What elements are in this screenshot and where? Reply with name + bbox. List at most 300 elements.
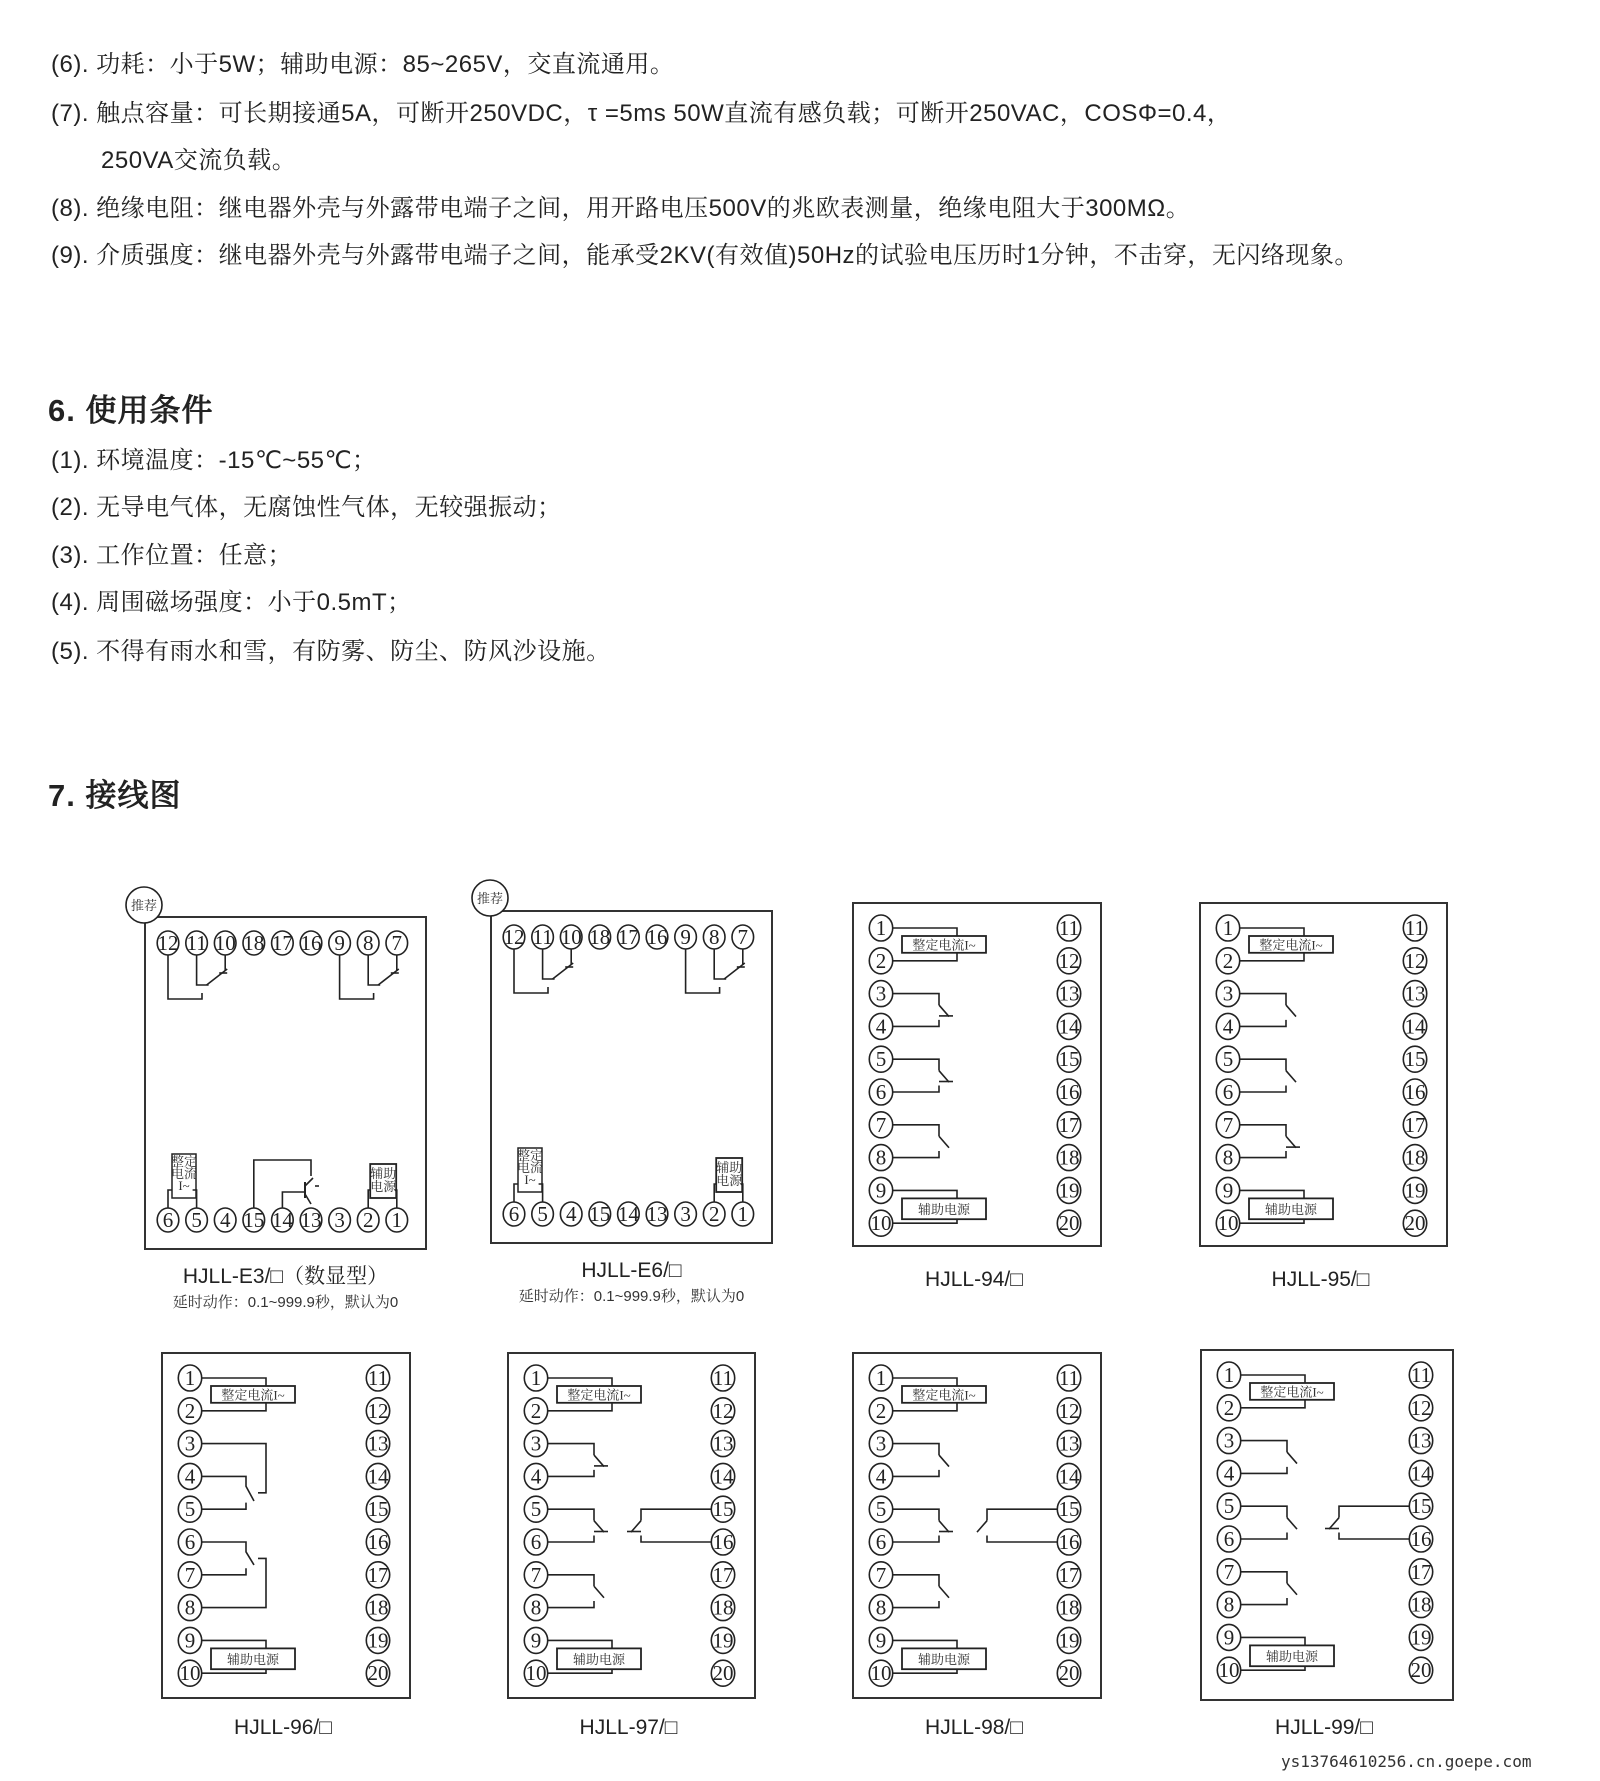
terminal-number: 3 [530, 1431, 542, 1456]
terminal [178, 1463, 201, 1489]
terminal-number: 6 [530, 1530, 542, 1554]
model-name: HJLL-98/□ [925, 1716, 1023, 1739]
terminal [1216, 1177, 1239, 1203]
terminal-number: 9 [184, 1628, 196, 1653]
terminal [1216, 948, 1239, 974]
terminal [869, 1431, 892, 1457]
terminal [329, 1208, 351, 1232]
terminal [1217, 1395, 1240, 1421]
terminal [1057, 948, 1080, 974]
terminal-number: 14 [617, 1202, 639, 1226]
terminal [1216, 1046, 1239, 1072]
terminal [178, 1627, 201, 1653]
label-box-text: 辅助电源 [917, 1651, 971, 1667]
terminal [366, 1463, 389, 1489]
terminal-number: 7 [391, 931, 403, 955]
terminal-number: 13 [1404, 981, 1426, 1006]
aux-power-text: 辅助 [716, 1160, 743, 1175]
terminal [524, 1627, 547, 1653]
terminal [1403, 1013, 1426, 1039]
aux-power-text: 辅助 [370, 1166, 397, 1181]
terminal-number: 16 [1410, 1527, 1432, 1551]
terminal [272, 931, 294, 955]
terminal-number: 18 [589, 925, 611, 949]
terminal-number: 10 [525, 1661, 547, 1686]
label-box-text: 整定电流I~ [912, 937, 976, 953]
terminal-number: 8 [1222, 1145, 1234, 1170]
terminal-number: 1 [184, 1366, 196, 1390]
terminal-number: 16 [300, 931, 322, 955]
terminal-number: 20 [1410, 1658, 1432, 1683]
section-6-title: 6. 使用条件 [48, 393, 214, 428]
terminal [243, 931, 265, 955]
terminal [366, 1431, 389, 1457]
spec-dielectric: (9). 介质强度：继电器外壳与外露带电端子之间，能承受2KV(有效值)50Hz的试验电压历时1分钟，不击穿，无闪络现象。 [51, 242, 1359, 269]
terminal [869, 1595, 892, 1621]
terminal-number: 8 [184, 1595, 196, 1620]
terminal-number: 6 [875, 1080, 887, 1104]
terminal [618, 925, 640, 949]
terminal-number: 1 [737, 1202, 749, 1226]
terminal [178, 1595, 201, 1621]
terminal [869, 1177, 892, 1203]
terminal-number: 5 [537, 1202, 548, 1226]
terminal [869, 1145, 892, 1171]
terminal-number: 6 [162, 1208, 174, 1232]
terminal [1216, 1112, 1239, 1138]
terminal-number: 12 [157, 931, 179, 955]
terminal-number: 19 [1058, 1628, 1080, 1653]
model-name: HJLL-E3/□（数显型） [182, 1265, 389, 1288]
terminal [711, 1365, 734, 1391]
terminal-number: 17 [1410, 1559, 1432, 1584]
terminal [186, 931, 208, 955]
terminal-number: 4 [219, 1208, 231, 1232]
terminal-number: 11 [1404, 916, 1426, 940]
terminal [732, 925, 754, 949]
terminal [869, 1013, 892, 1039]
terminal [186, 1208, 208, 1232]
terminal [524, 1463, 547, 1489]
terminal-number: 7 [184, 1562, 196, 1587]
terminal-number: 16 [367, 1530, 389, 1554]
terminal [386, 1208, 408, 1232]
terminal-number: 17 [712, 1562, 734, 1587]
terminal-number: 19 [1058, 1178, 1080, 1203]
terminal-number: 8 [875, 1145, 887, 1170]
terminal [711, 1660, 734, 1686]
terminal-number: 3 [680, 1202, 691, 1226]
terminal-number: 10 [870, 1661, 892, 1686]
terminal [1057, 1365, 1080, 1391]
terminal [703, 1202, 725, 1226]
terminal-number: 20 [712, 1661, 734, 1686]
terminal [1403, 1210, 1426, 1236]
terminal [1403, 948, 1426, 974]
terminal [560, 925, 582, 949]
terminal [1057, 1562, 1080, 1588]
terminal-number: 14 [367, 1464, 389, 1489]
terminal-number: 2 [875, 1398, 887, 1423]
terminal-number: 6 [1222, 1080, 1234, 1104]
terminal [357, 931, 379, 955]
terminal-number: 20 [367, 1661, 389, 1686]
diagram-frame [145, 917, 426, 1249]
terminal [711, 1398, 734, 1424]
terminal [524, 1431, 547, 1457]
terminal [869, 1398, 892, 1424]
setting-current-text: 电流 [516, 1160, 544, 1175]
terminal [1057, 1046, 1080, 1072]
label-box-text: 整定电流I~ [912, 1387, 976, 1403]
model-name: HJLL-99/□ [1275, 1716, 1373, 1739]
terminal-number: 14 [1410, 1461, 1432, 1486]
setting-current-text: 整定 [516, 1148, 544, 1163]
terminal [1403, 915, 1426, 941]
terminal [366, 1627, 389, 1653]
terminal [532, 925, 554, 949]
terminal-number: 14 [271, 1208, 293, 1232]
terminal [524, 1529, 547, 1555]
terminal-number: 15 [1404, 1047, 1426, 1072]
terminal-number: 4 [184, 1464, 196, 1489]
terminal-number: 16 [646, 925, 668, 949]
terminal-number: 16 [1058, 1080, 1080, 1104]
terminal-number: 13 [367, 1431, 389, 1456]
terminal [1403, 1145, 1426, 1171]
wiring-diagram-hjll-97 [508, 1353, 755, 1739]
model-name: HJLL-96/□ [234, 1716, 332, 1739]
terminal [675, 1202, 697, 1226]
terminal [178, 1496, 201, 1522]
terminal-number: 15 [712, 1497, 734, 1522]
terminal [214, 931, 236, 955]
terminal [1216, 1210, 1239, 1236]
terminal-number: 18 [367, 1595, 389, 1620]
terminal-number: 10 [870, 1211, 892, 1236]
terminal-number: 18 [243, 931, 265, 955]
terminal [272, 1208, 294, 1232]
terminal-number: 14 [1058, 1014, 1080, 1039]
terminal-number: 5 [530, 1497, 542, 1522]
terminal-number: 9 [1222, 1178, 1234, 1203]
terminal [1217, 1460, 1240, 1486]
wiring-diagram-hjll-98 [853, 1353, 1101, 1739]
terminal [869, 1046, 892, 1072]
terminal [1057, 1660, 1080, 1686]
terminal-number: 8 [708, 925, 720, 949]
terminal-number: 11 [367, 1366, 389, 1390]
label-box-text: 整定电流I~ [221, 1387, 285, 1403]
spec-insulation: (8). 绝缘电阻：继电器外壳与外露带电端子之间，用开路电压500V的兆欧表测量，绝缘电阻大于300MΩ。 [51, 195, 1191, 222]
label-box-text: 辅助电源 [1264, 1201, 1318, 1217]
terminal [1217, 1592, 1240, 1618]
terminal [1057, 1463, 1080, 1489]
terminal [1217, 1362, 1240, 1388]
terminal-number: 3 [875, 1431, 887, 1456]
terminal [869, 1365, 892, 1391]
wiring-diagram-hjll-96 [162, 1353, 410, 1739]
aux-power-text: 电源 [370, 1179, 397, 1194]
terminal [1217, 1428, 1240, 1454]
terminal [1409, 1493, 1432, 1519]
terminal [1216, 1079, 1239, 1105]
terminal-number: 11 [1058, 916, 1080, 940]
terminal-number: 9 [875, 1628, 887, 1653]
terminal-number: 5 [1223, 1494, 1235, 1519]
terminal-number: 12 [1058, 948, 1080, 973]
terminal-number: 2 [184, 1398, 196, 1423]
terminal-number: 8 [1223, 1592, 1235, 1617]
terminal [1217, 1657, 1240, 1683]
terminal [869, 1562, 892, 1588]
terminal [503, 1202, 525, 1226]
terminal [1216, 981, 1239, 1007]
terminal-number: 17 [1404, 1112, 1426, 1137]
terminal [1057, 1431, 1080, 1457]
model-note: 延时动作：0.1~999.9秒，默认为0 [172, 1294, 399, 1311]
diagram-frame [491, 911, 772, 1243]
terminal [1217, 1559, 1240, 1585]
wiring-diagram-compact-2 [472, 880, 772, 1305]
label-box-text: 辅助电源 [917, 1201, 971, 1217]
terminal-number: 4 [1223, 1461, 1235, 1486]
terminal [1403, 981, 1426, 1007]
terminal-number: 13 [1410, 1428, 1432, 1453]
terminal-number: 16 [712, 1530, 734, 1554]
terminal [178, 1660, 201, 1686]
spec-power: (6). 功耗：小于5W；辅助电源：85~265V，交直流通用。 [51, 51, 675, 78]
terminal [1057, 915, 1080, 941]
model-note: 延时动作：0.1~999.9秒，默认为0 [518, 1288, 745, 1305]
terminal [1057, 1595, 1080, 1621]
terminal [157, 1208, 179, 1232]
terminal-number: 10 [1218, 1658, 1240, 1683]
terminal-number: 14 [1404, 1014, 1426, 1039]
terminal [711, 1529, 734, 1555]
terminal-number: 5 [875, 1497, 887, 1522]
terminal [1403, 1079, 1426, 1105]
terminal-number: 9 [680, 925, 691, 949]
watermark: ys13764610256.cn.goepe.com [1281, 1752, 1532, 1771]
terminal-number: 13 [1058, 1431, 1080, 1456]
terminal-number: 10 [560, 925, 582, 949]
terminal [1409, 1395, 1432, 1421]
terminal [178, 1365, 201, 1391]
terminal-number: 19 [712, 1628, 734, 1653]
terminal [732, 1202, 754, 1226]
terminal [1409, 1460, 1432, 1486]
terminal [869, 1463, 892, 1489]
terminal-number: 8 [875, 1595, 887, 1620]
terminal-number: 1 [1222, 916, 1234, 940]
terminal-number: 4 [565, 1202, 577, 1226]
terminal-number: 18 [1058, 1595, 1080, 1620]
terminal [1217, 1493, 1240, 1519]
condition-item: (3). 工作位置：任意； [51, 542, 293, 569]
terminal-number: 3 [1223, 1428, 1235, 1453]
terminal-number: 17 [1058, 1112, 1080, 1137]
wiring-diagram-hjll-95 [1200, 903, 1447, 1291]
terminal [524, 1660, 547, 1686]
terminal-number: 12 [1410, 1395, 1432, 1420]
terminal-number: 2 [1222, 948, 1234, 973]
terminal-number: 11 [532, 925, 553, 949]
terminal-number: 1 [391, 1208, 403, 1232]
terminal [503, 925, 525, 949]
label-box-text: 辅助电源 [1265, 1648, 1319, 1664]
terminal [366, 1660, 389, 1686]
terminal [560, 1202, 582, 1226]
terminal [366, 1595, 389, 1621]
terminal [711, 1496, 734, 1522]
terminal-number: 15 [1410, 1494, 1432, 1519]
terminal-number: 7 [875, 1562, 887, 1587]
terminal [243, 1208, 265, 1232]
terminal [1057, 1177, 1080, 1203]
terminal-number: 3 [184, 1431, 196, 1456]
terminal-number: 15 [243, 1208, 265, 1232]
terminal-number: 8 [530, 1595, 542, 1620]
terminal-number: 11 [1058, 1366, 1080, 1390]
terminal-number: 15 [1058, 1497, 1080, 1522]
terminal [157, 931, 179, 955]
terminal-number: 7 [1222, 1112, 1234, 1137]
label-box-text: 整定电流I~ [1260, 1384, 1324, 1400]
terminal [703, 925, 725, 949]
terminal-number: 11 [712, 1366, 734, 1390]
terminal [178, 1562, 201, 1588]
terminal [869, 1079, 892, 1105]
terminal [524, 1365, 547, 1391]
terminal-number: 2 [708, 1202, 720, 1226]
recommend-badge [126, 887, 162, 923]
terminal [869, 915, 892, 941]
terminal-number: 18 [1410, 1592, 1432, 1617]
terminal-number: 1 [1223, 1363, 1235, 1387]
terminal [1409, 1362, 1432, 1388]
terminal-number: 3 [875, 981, 887, 1006]
terminal [178, 1398, 201, 1424]
terminal-number: 19 [1404, 1178, 1426, 1203]
terminal-number: 7 [737, 925, 749, 949]
terminal-number: 13 [646, 1202, 668, 1226]
setting-current-text: 整定 [170, 1154, 198, 1169]
condition-item: (2). 无导电气体，无腐蚀性气体，无较强振动； [51, 494, 562, 521]
terminal-number: 9 [875, 1178, 887, 1203]
badge-text: 推荐 [130, 898, 158, 913]
terminal-number: 5 [184, 1497, 196, 1522]
terminal-number: 17 [617, 925, 639, 949]
terminal-number: 9 [1223, 1625, 1235, 1650]
label-box-text: 整定电流I~ [1259, 937, 1323, 953]
terminal [1057, 1079, 1080, 1105]
terminal-number: 6 [508, 1202, 520, 1226]
terminal-number: 4 [1222, 1014, 1234, 1039]
label-box-text: 辅助电源 [572, 1651, 626, 1667]
terminal-number: 10 [1217, 1211, 1239, 1236]
terminal-number: 2 [1223, 1395, 1235, 1420]
model-name: HJLL-97/□ [579, 1716, 678, 1739]
terminal-number: 5 [191, 1208, 202, 1232]
terminal [869, 1210, 892, 1236]
terminal-number: 7 [530, 1562, 542, 1587]
terminal-number: 4 [875, 1464, 887, 1489]
terminal-number: 15 [367, 1497, 389, 1522]
terminal [1409, 1592, 1432, 1618]
terminal [386, 931, 408, 955]
terminal [1057, 981, 1080, 1007]
terminal [524, 1595, 547, 1621]
terminal [1217, 1526, 1240, 1552]
terminal-number: 2 [362, 1208, 374, 1232]
terminal [711, 1562, 734, 1588]
terminal [300, 1208, 322, 1232]
terminal [329, 931, 351, 955]
terminal-number: 17 [367, 1562, 389, 1587]
terminal [869, 1529, 892, 1555]
terminal-number: 20 [1058, 1211, 1080, 1236]
terminal [869, 1112, 892, 1138]
terminal-number: 5 [1222, 1047, 1234, 1072]
terminal-number: 7 [875, 1112, 887, 1137]
terminal [214, 1208, 236, 1232]
terminal [1216, 1145, 1239, 1171]
terminal-number: 15 [1058, 1047, 1080, 1072]
terminal-number: 12 [1404, 948, 1426, 973]
terminal-number: 11 [1410, 1363, 1432, 1387]
terminal [711, 1627, 734, 1653]
terminal-number: 12 [503, 925, 525, 949]
terminal [1057, 1112, 1080, 1138]
terminal-number: 13 [300, 1208, 322, 1232]
model-name: HJLL-95/□ [1271, 1268, 1370, 1291]
terminal [1057, 1627, 1080, 1653]
terminal-number: 2 [530, 1398, 542, 1423]
terminal-number: 17 [1058, 1562, 1080, 1587]
terminal [1403, 1046, 1426, 1072]
terminal-number: 9 [334, 931, 345, 955]
terminal-number: 2 [875, 948, 887, 973]
terminal-number: 12 [1058, 1398, 1080, 1423]
terminal [646, 1202, 668, 1226]
terminal-number: 6 [875, 1530, 887, 1554]
model-name: HJLL-94/□ [925, 1268, 1023, 1291]
terminal-number: 4 [875, 1014, 887, 1039]
terminal [1403, 1112, 1426, 1138]
terminal [366, 1496, 389, 1522]
terminal-number: 20 [1058, 1661, 1080, 1686]
terminal-number: 11 [186, 931, 207, 955]
terminal [869, 1627, 892, 1653]
terminal-number: 16 [1404, 1080, 1426, 1104]
terminal [1217, 1624, 1240, 1650]
terminal-number: 8 [362, 931, 374, 955]
terminal [1409, 1657, 1432, 1683]
section-7-title: 7. 接线图 [48, 778, 182, 813]
terminal-number: 4 [530, 1464, 542, 1489]
terminal [869, 1496, 892, 1522]
badge-text: 推荐 [476, 891, 504, 906]
terminal [1216, 915, 1239, 941]
terminal [366, 1398, 389, 1424]
terminal-number: 16 [1058, 1530, 1080, 1554]
terminal [1409, 1428, 1432, 1454]
wiring-diagram-compact-1 [126, 887, 426, 1311]
terminal-number: 12 [367, 1398, 389, 1423]
terminal [524, 1496, 547, 1522]
terminal-number: 19 [1410, 1625, 1432, 1650]
